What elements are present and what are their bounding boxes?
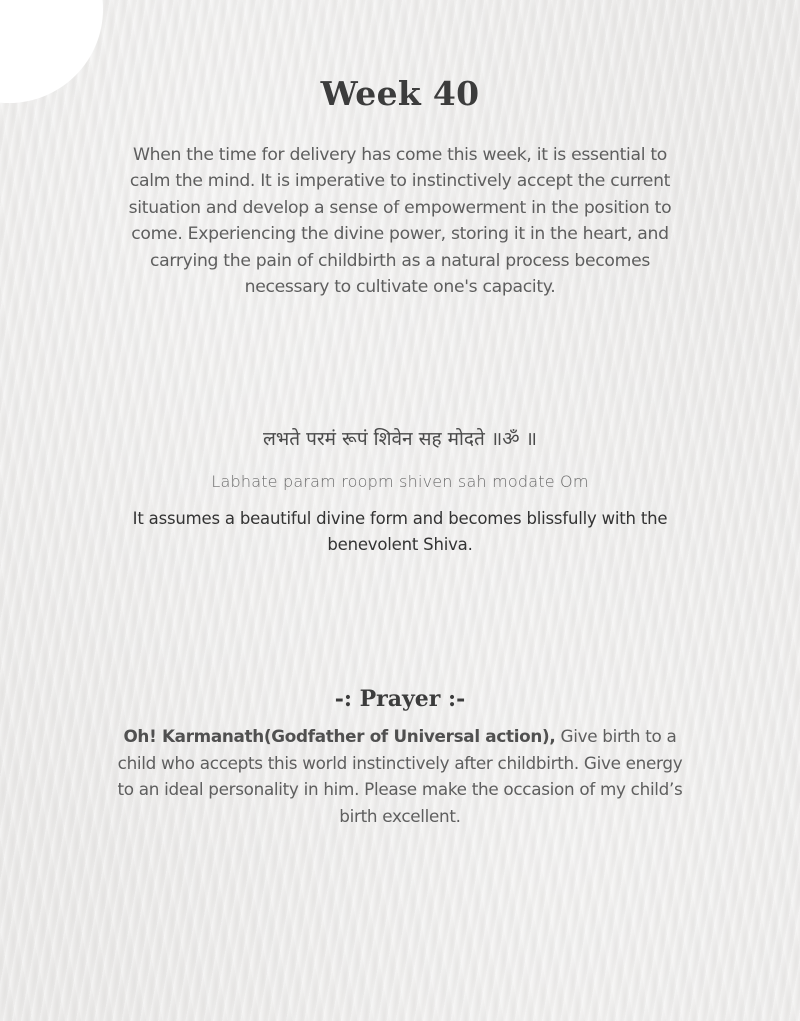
prayer-invocation: Oh! Karmanath(Godfather of Universal action), (123, 726, 556, 746)
page-title: Week 40 (320, 74, 480, 113)
prayer-body: Give birth to a child who accepts this world instinctively after childbirth. Give energy to an ideal personality in him. Please make the occasion of my child’s birth excellent. (117, 726, 683, 826)
intro-paragraph: When the time for delivery has come this week, it is essential to calm the mind. It is imperative to instinctively accept the current situation and develop a sense of empowerment in the position to come. Experiencing the divine power, storing it in the heart, and carrying the pain of childbirth as a natural process becomes necessary to cultivate one's capacity. (128, 145, 672, 298)
mantra-transliteration: Labhate param roopm shiven sah modate Om (211, 472, 589, 491)
prayer-heading: -: Prayer :- (334, 686, 466, 712)
sanskrit-mantra: लभते परमं रूपं शिवेन सह मोदते ॥ॐ ॥ (262, 428, 537, 450)
prayer-paragraph (112, 723, 688, 829)
mantra-translation: It assumes a beautiful divine form and becomes blissfully with the benevolent Shiva. (132, 509, 668, 554)
